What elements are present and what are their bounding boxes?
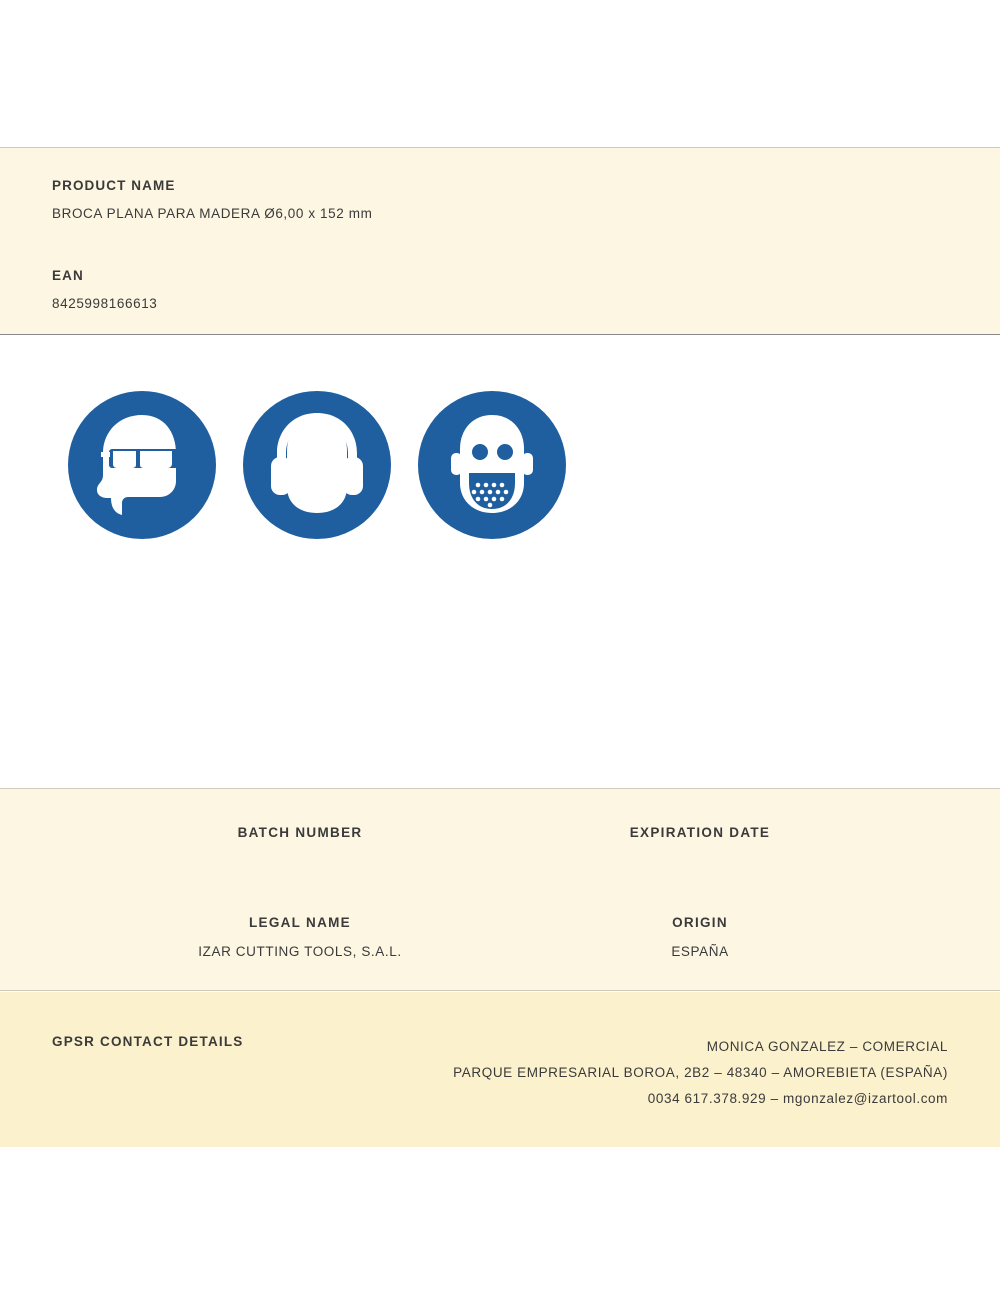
gpsr-contact-person: MONICA GONZALEZ – COMERCIAL [706,1039,948,1054]
gpsr-contact-phone-email: 0034 617.378.929 – mgonzalez@izartool.com [647,1091,948,1106]
gpsr-contact-section [0,992,1000,1147]
batch-info-section [0,788,1000,991]
respirator-mask-icon [418,391,566,539]
origin-value: ESPAÑA [671,944,729,959]
ean-label: EAN [52,268,84,283]
legal-name-label: LEGAL NAME [248,915,351,930]
ean-value: 8425998166613 [52,296,158,311]
batch-number-label: BATCH NUMBER [237,825,363,840]
gpsr-contact-lines [248,1034,948,1112]
gpsr-contact-address: PARQUE EMPRESARIAL BOROA, 2B2 – 48340 – AMOREBIETA (ESPAÑA) [453,1065,948,1080]
legal-name-value: IZAR CUTTING TOOLS, S.A.L. [198,944,402,959]
product-name-label: PRODUCT NAME [52,178,176,193]
ear-protection-icon [243,391,391,539]
safety-goggles-icon [68,391,216,539]
product-name-value: BROCA PLANA PARA MADERA Ø6,00 x 152 mm [52,206,373,221]
gpsr-contact-label: GPSR CONTACT DETAILS [52,1034,244,1049]
pictogram-section [0,336,1000,788]
pictogram-row [68,391,566,539]
product-info-section [0,147,1000,335]
expiration-date-label: EXPIRATION DATE [629,825,771,840]
origin-label: ORIGIN [672,915,728,930]
